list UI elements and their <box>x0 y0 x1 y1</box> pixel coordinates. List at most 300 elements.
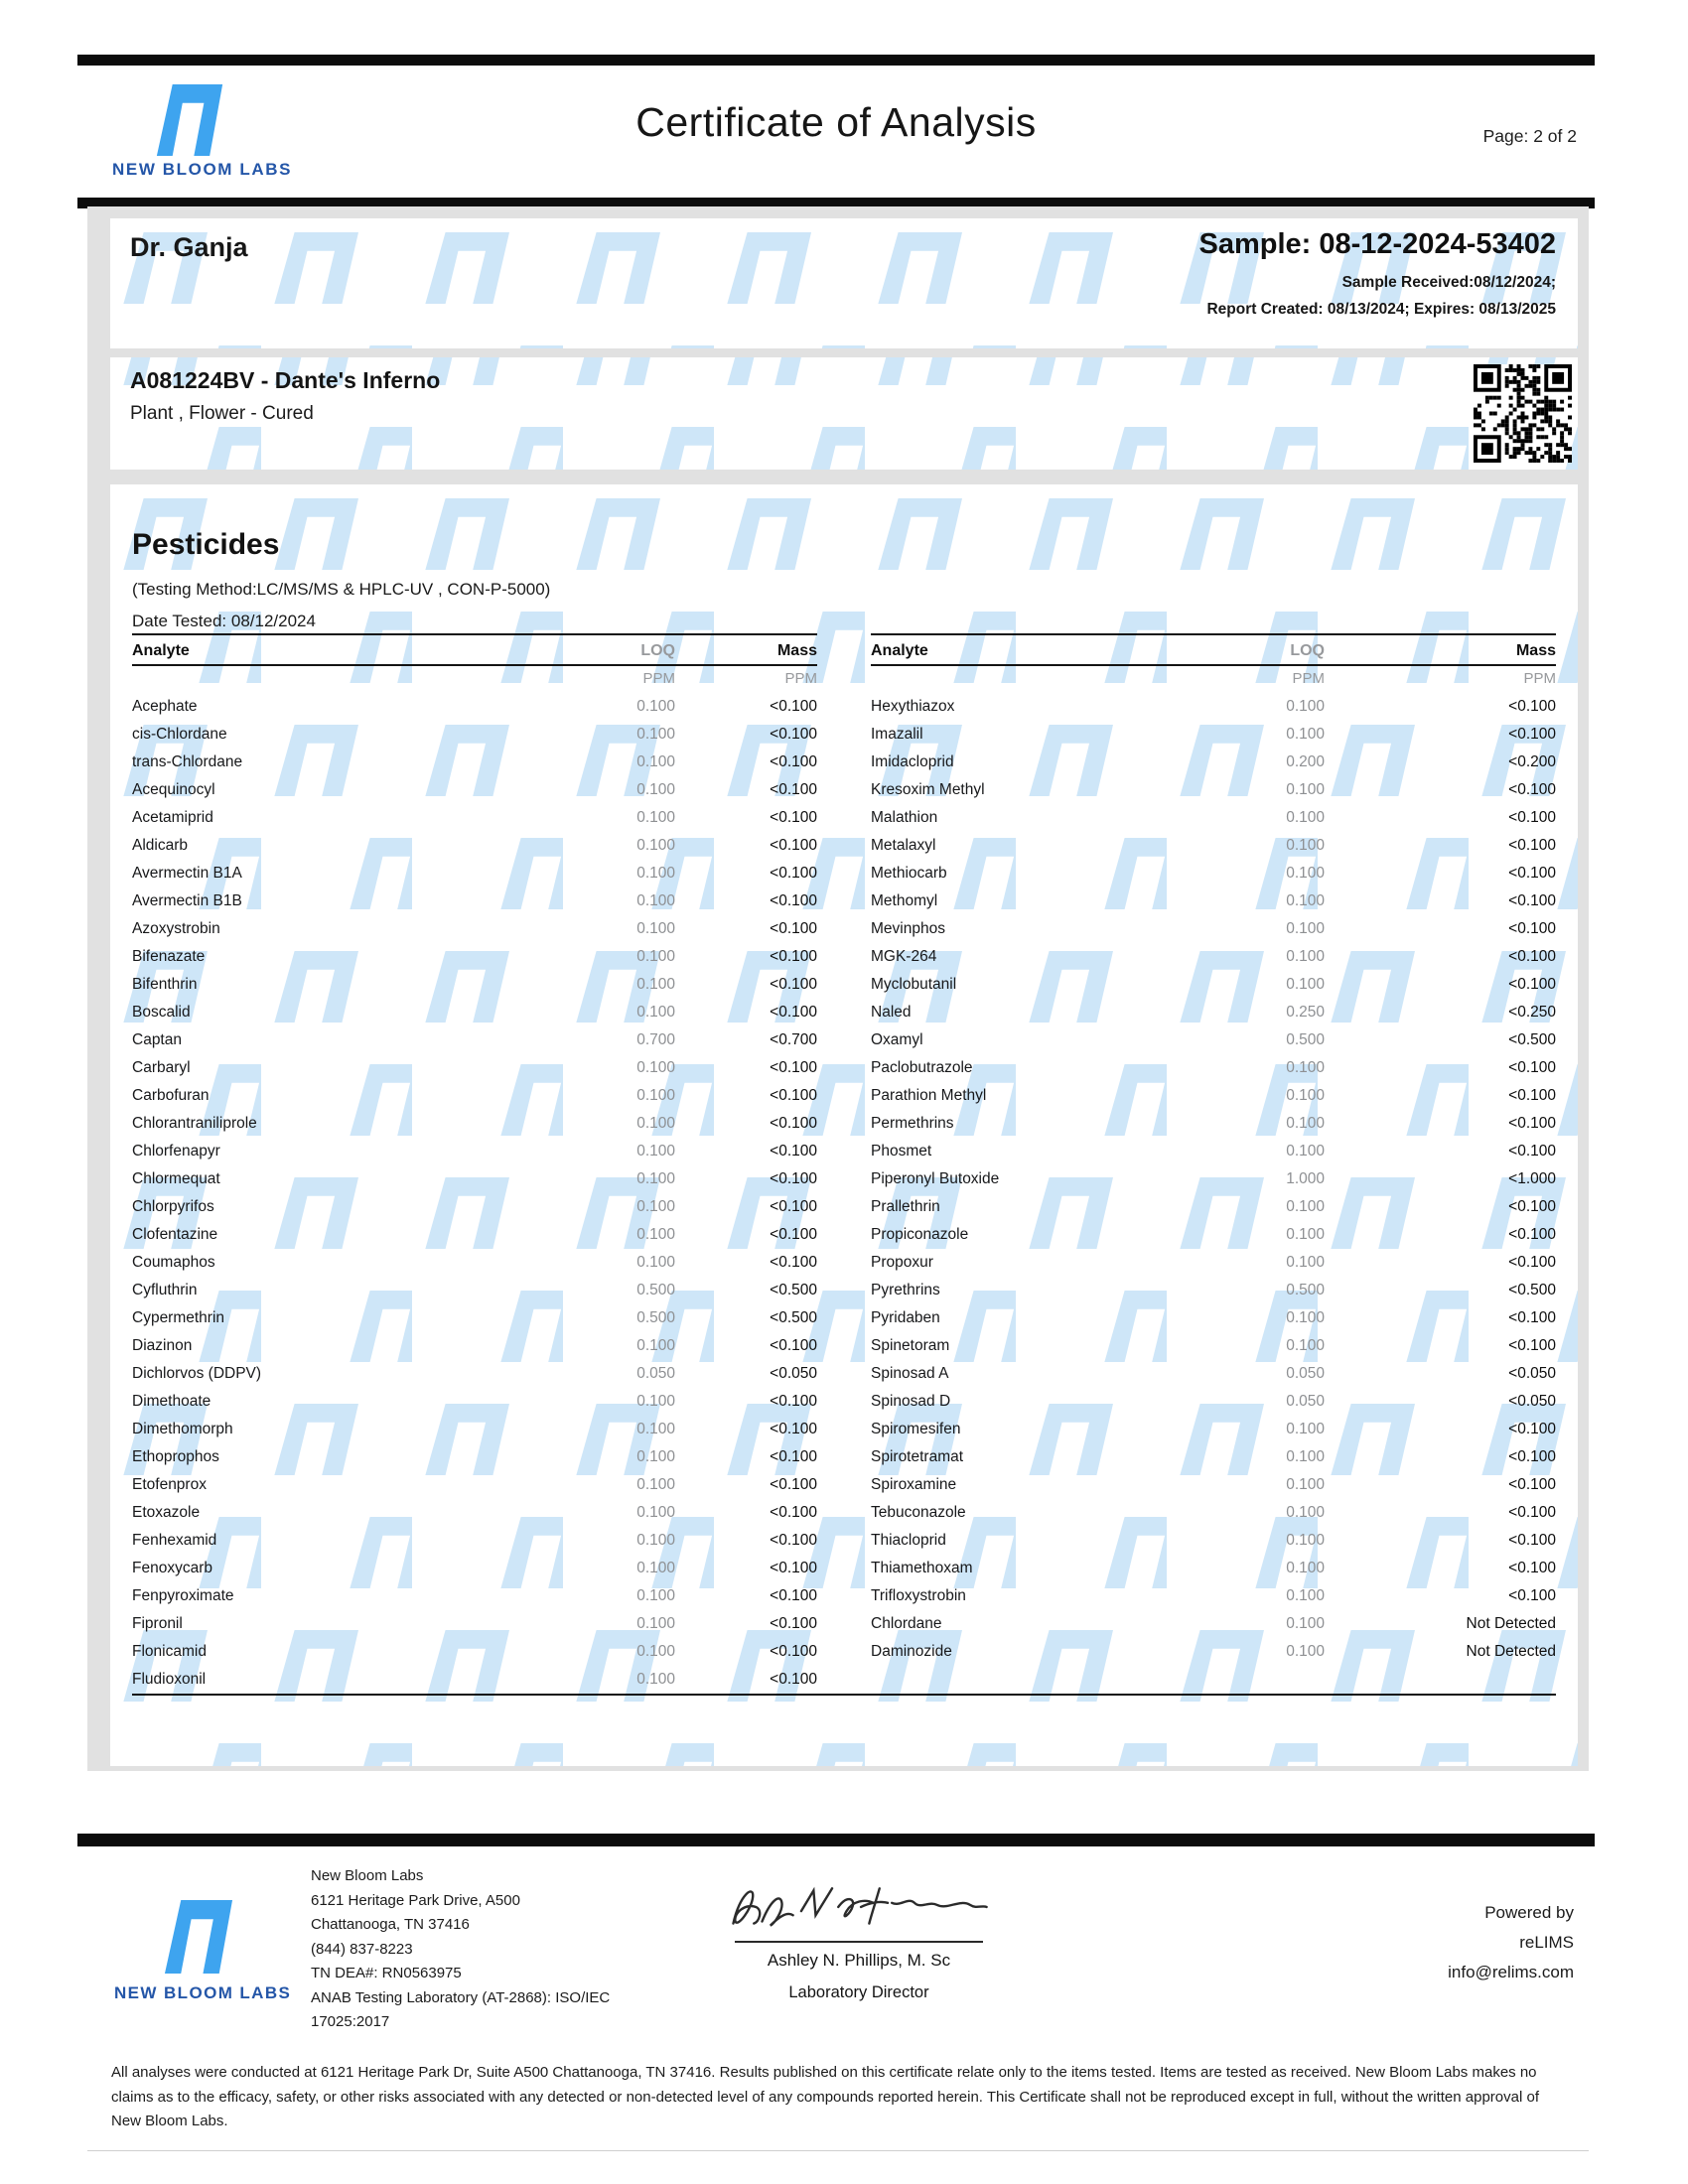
pesticide-row <box>132 1416 817 1443</box>
pesticide-row <box>132 749 817 776</box>
column-header-mass: Mass <box>776 642 817 659</box>
analyte-name: Daminozide <box>871 1643 952 1660</box>
lims-email: info@relims.com <box>1448 1963 1574 1981</box>
mass-value: <0.100 <box>1508 865 1556 882</box>
analyte-name: Flonicamid <box>132 1643 207 1660</box>
lims-name: reLIMS <box>1519 1933 1574 1952</box>
analyte-name: Coumaphos <box>132 1254 215 1271</box>
pesticide-row <box>132 693 817 721</box>
loq-value: 0.100 <box>1286 1615 1325 1632</box>
analyte-name: Oxamyl <box>871 1031 923 1048</box>
analyte-name: Prallethrin <box>871 1198 940 1215</box>
address-line: TN DEA#: RN0563975 <box>311 1965 462 1981</box>
analyte-name: Avermectin B1A <box>132 865 242 882</box>
pesticide-row <box>871 1360 1556 1388</box>
analyte-name: Fludioxonil <box>132 1671 207 1688</box>
pesticide-row <box>871 1527 1556 1555</box>
loq-value: 0.100 <box>1286 1087 1325 1104</box>
lab-address-block <box>311 1864 610 2035</box>
pesticide-row <box>132 1138 817 1165</box>
loq-value: 0.100 <box>636 1198 675 1215</box>
pesticides-results-card <box>110 484 1578 1766</box>
mass-value: <0.100 <box>770 726 817 743</box>
loq-value: 0.100 <box>636 1560 675 1576</box>
mass-value: <0.100 <box>1508 1309 1556 1326</box>
mass-value: <0.100 <box>1508 1337 1556 1354</box>
loq-value: 0.100 <box>636 1087 675 1104</box>
sample-received-date: Sample Received:08/12/2024; <box>1341 274 1556 291</box>
mass-value: <0.100 <box>770 1087 817 1104</box>
pesticide-row <box>132 832 817 860</box>
loq-value: 0.100 <box>636 865 675 882</box>
signatory-title: Laboratory Director <box>788 1983 929 2001</box>
analyte-name: Spirotetramat <box>871 1448 964 1465</box>
mass-value: <0.100 <box>770 1226 817 1243</box>
footer-logo-wordmark: NEW BLOOM LABS <box>114 1983 292 2002</box>
pesticide-row <box>132 1638 817 1666</box>
loq-value: 0.100 <box>1286 1532 1325 1549</box>
table-body <box>871 693 1556 1666</box>
analyte-name: Permethrins <box>871 1115 954 1132</box>
pesticide-row <box>132 1304 817 1332</box>
analyte-name: Diazinon <box>132 1337 193 1354</box>
column-header-analyte: Analyte <box>132 642 190 659</box>
loq-value: 0.250 <box>1286 1004 1325 1021</box>
section-title: Pesticides <box>132 528 280 561</box>
pesticide-row <box>871 999 1556 1026</box>
analyte-name: Paclobutrazole <box>871 1059 973 1076</box>
loq-value: 0.100 <box>1286 1337 1325 1354</box>
address-line: 17025:2017 <box>311 2013 390 2030</box>
mass-value: <0.100 <box>770 809 817 826</box>
mass-value: <0.050 <box>1508 1393 1556 1410</box>
mass-value: <0.100 <box>1508 1560 1556 1576</box>
mass-value: <0.100 <box>1508 892 1556 909</box>
pesticide-row <box>132 971 817 999</box>
loq-value: 0.100 <box>1286 1143 1325 1160</box>
analyte-name: Spiromesifen <box>871 1421 961 1437</box>
report-created-date: Report Created: 08/13/2024; Expires: 08/13/2025 <box>1206 301 1556 318</box>
mass-value: <0.100 <box>770 781 817 798</box>
analyte-name: Chlormequat <box>132 1170 220 1187</box>
loq-value: 0.100 <box>1286 920 1325 937</box>
mass-value: <0.100 <box>770 1004 817 1021</box>
pesticide-row <box>132 1082 817 1110</box>
unit-label: PPM <box>1523 670 1556 687</box>
mass-value: <0.100 <box>1508 948 1556 965</box>
mass-value: <0.100 <box>770 1476 817 1493</box>
pesticide-row <box>871 693 1556 721</box>
loq-value: 0.100 <box>1286 1254 1325 1271</box>
mass-value: <0.100 <box>770 1337 817 1354</box>
mass-value: <0.500 <box>770 1309 817 1326</box>
column-header-loq: LOQ <box>640 642 675 659</box>
mass-value: Not Detected <box>1466 1643 1556 1660</box>
mass-value: <0.100 <box>1508 698 1556 715</box>
loq-value: 0.100 <box>636 1587 675 1604</box>
loq-value: 0.100 <box>636 1004 675 1021</box>
pesticide-row <box>132 1360 817 1388</box>
mass-value: <0.100 <box>770 1448 817 1465</box>
loq-value: 0.100 <box>636 1643 675 1660</box>
mass-value: <0.100 <box>770 865 817 882</box>
pesticide-row <box>132 1388 817 1416</box>
pesticide-row <box>132 1527 817 1555</box>
analyte-name: Dimethoate <box>132 1393 211 1410</box>
pesticide-row <box>132 1277 817 1304</box>
analyte-name: Trifloxystrobin <box>871 1587 966 1604</box>
powered-by-block <box>1448 1898 1574 1987</box>
mass-value: <0.500 <box>1508 1031 1556 1048</box>
analyte-name: Captan <box>132 1031 182 1048</box>
pesticide-row <box>871 749 1556 776</box>
pesticide-row <box>132 1443 817 1471</box>
pesticide-row <box>132 943 817 971</box>
column-header-analyte: Analyte <box>871 642 928 659</box>
loq-value: 0.100 <box>636 698 675 715</box>
loq-value: 0.100 <box>1286 1226 1325 1243</box>
mass-value: <0.100 <box>770 1254 817 1271</box>
mass-value: <0.100 <box>1508 781 1556 798</box>
pesticide-row <box>871 971 1556 999</box>
unit-label: PPM <box>642 670 675 687</box>
loq-value: 0.100 <box>1286 948 1325 965</box>
loq-value: 0.100 <box>636 1393 675 1410</box>
pesticide-row <box>871 1416 1556 1443</box>
pesticide-row <box>871 1610 1556 1638</box>
mass-value: <0.100 <box>770 1115 817 1132</box>
mass-value: <0.100 <box>770 837 817 854</box>
mass-value: <0.100 <box>770 1504 817 1521</box>
analyte-name: Thiacloprid <box>871 1532 946 1549</box>
analyte-name: Hexythiazox <box>871 698 955 715</box>
loq-value: 0.100 <box>1286 1448 1325 1465</box>
loq-value: 0.100 <box>636 1532 675 1549</box>
pesticides-table-left <box>132 633 817 1694</box>
pesticide-row <box>871 915 1556 943</box>
analyte-name: Aldicarb <box>132 837 188 854</box>
page-title: Certificate of Analysis <box>635 99 1037 145</box>
analyte-name: Azoxystrobin <box>132 920 220 937</box>
mass-value: <0.700 <box>770 1031 817 1048</box>
loq-value: 0.050 <box>1286 1393 1325 1410</box>
signature-block <box>710 1880 1008 2002</box>
loq-value: 0.100 <box>1286 1421 1325 1437</box>
analyte-name: Ethoprophos <box>132 1448 219 1465</box>
unit-label: PPM <box>1292 670 1325 687</box>
loq-value: 0.100 <box>1286 1560 1325 1576</box>
analyte-name: trans-Chlordane <box>132 753 243 770</box>
loq-value: 0.100 <box>1286 698 1325 715</box>
loq-value: 0.700 <box>636 1031 675 1048</box>
pesticide-row <box>871 1277 1556 1304</box>
pesticide-row <box>132 1666 817 1694</box>
analyte-name: Etofenprox <box>132 1476 207 1493</box>
loq-value: 0.100 <box>1286 1643 1325 1660</box>
loq-value: 0.100 <box>1286 1059 1325 1076</box>
analyte-name: Clofentazine <box>132 1226 218 1243</box>
logo-wordmark: NEW BLOOM LABS <box>112 160 293 179</box>
loq-value: 0.100 <box>1286 1309 1325 1326</box>
loq-value: 0.500 <box>1286 1282 1325 1298</box>
analyte-name: Kresoxim Methyl <box>871 781 985 798</box>
loq-value: 0.100 <box>1286 865 1325 882</box>
mass-value: <0.100 <box>770 1170 817 1187</box>
analyte-name: Acephate <box>132 698 198 715</box>
page-number: Page: 2 of 2 <box>1482 126 1577 146</box>
analyte-name: Naled <box>871 1004 912 1021</box>
mass-value: <0.100 <box>770 892 817 909</box>
mass-value: <0.100 <box>770 1059 817 1076</box>
pesticide-row <box>871 1082 1556 1110</box>
date-tested: Date Tested: 08/12/2024 <box>132 612 316 630</box>
analyte-name: Fenhexamid <box>132 1532 217 1549</box>
mass-value: <0.100 <box>1508 1226 1556 1243</box>
analyte-name: Cyfluthrin <box>132 1282 198 1298</box>
mass-value: Not Detected <box>1466 1615 1556 1632</box>
loq-value: 0.200 <box>1286 753 1325 770</box>
loq-value: 0.500 <box>636 1282 675 1298</box>
mass-value: <0.100 <box>770 1615 817 1632</box>
analyte-name: Piperonyl Butoxide <box>871 1170 1000 1187</box>
analyte-name: Thiamethoxam <box>871 1560 973 1576</box>
analyte-name: Chlordane <box>871 1615 942 1632</box>
signature-image <box>725 1880 993 1936</box>
mass-value: <0.100 <box>1508 837 1556 854</box>
qr-code <box>1474 364 1572 463</box>
pesticide-row <box>132 887 817 915</box>
address-line: (844) 837-8223 <box>311 1940 413 1958</box>
mass-value: <0.100 <box>770 948 817 965</box>
mass-value: <0.050 <box>1508 1365 1556 1382</box>
pesticide-row <box>871 1110 1556 1138</box>
loq-value: 0.100 <box>636 781 675 798</box>
pesticide-row <box>871 1443 1556 1471</box>
loq-value: 0.100 <box>636 1615 675 1632</box>
loq-value: 0.100 <box>1286 892 1325 909</box>
pesticide-row <box>871 1304 1556 1332</box>
loq-value: 0.100 <box>636 1254 675 1271</box>
pesticide-row <box>871 1582 1556 1610</box>
mass-value: <0.200 <box>1508 753 1556 770</box>
pesticide-row <box>871 832 1556 860</box>
analyte-name: Pyrethrins <box>871 1282 940 1298</box>
pesticide-row <box>871 1193 1556 1221</box>
analyte-name: Fenpyroximate <box>132 1587 234 1604</box>
sample-id: Sample: 08-12-2024-53402 <box>1198 228 1556 260</box>
loq-value: 0.500 <box>1286 1031 1325 1048</box>
analyte-name: Spiroxamine <box>871 1476 957 1493</box>
pesticide-row <box>871 1471 1556 1499</box>
loq-value: 0.100 <box>636 1226 675 1243</box>
analyte-name: Methiocarb <box>871 865 947 882</box>
mass-value: <0.100 <box>770 1587 817 1604</box>
table-units-row <box>132 666 817 693</box>
analyte-name: Spinosad A <box>871 1365 949 1382</box>
pesticide-row <box>132 804 817 832</box>
mass-value: <0.500 <box>770 1282 817 1298</box>
pesticide-row <box>132 1471 817 1499</box>
mass-value: <0.100 <box>1508 1059 1556 1076</box>
loq-value: 0.100 <box>1286 781 1325 798</box>
table-header-row <box>871 635 1556 664</box>
table-header-row <box>132 635 817 664</box>
mass-value: <0.100 <box>770 1643 817 1660</box>
analyte-name: Propoxur <box>871 1254 933 1271</box>
analyte-name: Chlorpyrifos <box>132 1198 214 1215</box>
footer-bar <box>77 1834 1595 1846</box>
disclaimer-text: All analyses were conducted at 6121 Heritage Park Dr, Suite A500 Chattanooga, TN 37416. Results published on this certificate relate only to the items tested. Items are tested as received. New Bloom Labs makes no claims as to the efficacy, safety, or other risks associated with any detected or non-detected level of any compounds reported herein. This Certificate shall not be reproduced except in full, without the written approval of New Bloom Labs. <box>111 2064 1539 2129</box>
powered-by-label: Powered by <box>1484 1903 1574 1922</box>
pesticide-row <box>132 1582 817 1610</box>
pesticide-row <box>871 1555 1556 1582</box>
analyte-name: Spinosad D <box>871 1393 951 1410</box>
mass-value: <0.100 <box>1508 1448 1556 1465</box>
loq-value: 0.050 <box>1286 1365 1325 1382</box>
loq-value: 0.100 <box>1286 809 1325 826</box>
analyte-name: Spinetoram <box>871 1337 950 1354</box>
mass-value: <0.050 <box>770 1365 817 1382</box>
pesticide-row <box>871 1638 1556 1666</box>
sample-matrix: Plant , Flower - Cured <box>130 403 314 424</box>
pesticide-row <box>871 1388 1556 1416</box>
mass-value: <0.100 <box>1508 976 1556 993</box>
analyte-name: Dimethomorph <box>132 1421 233 1437</box>
mass-value: <0.100 <box>770 1198 817 1215</box>
pesticide-row <box>132 1110 817 1138</box>
loq-value: 0.100 <box>1286 1115 1325 1132</box>
analyte-name: Dichlorvos (DDPV) <box>132 1365 262 1382</box>
pesticide-row <box>132 1332 817 1360</box>
mass-value: <0.100 <box>770 1143 817 1160</box>
pesticide-row <box>132 915 817 943</box>
mass-value: <0.100 <box>770 1393 817 1410</box>
pesticide-row <box>871 1138 1556 1165</box>
mass-value: <0.100 <box>770 1671 817 1688</box>
loq-value: 0.100 <box>636 976 675 993</box>
pesticide-row <box>871 887 1556 915</box>
address-line: Chattanooga, TN 37416 <box>311 1916 470 1933</box>
address-line: ANAB Testing Laboratory (AT-2868): ISO/IEC <box>311 1988 611 2006</box>
unit-label: PPM <box>784 670 817 687</box>
pesticide-row <box>871 1165 1556 1193</box>
loq-value: 0.100 <box>636 892 675 909</box>
analyte-name: Metalaxyl <box>871 837 936 854</box>
loq-value: 0.100 <box>636 1671 675 1688</box>
footer-rule <box>87 2150 1589 2151</box>
mass-value: <0.100 <box>1508 1504 1556 1521</box>
loq-value: 0.100 <box>636 1115 675 1132</box>
analyte-name: Propiconazole <box>871 1226 969 1243</box>
column-header-loq: LOQ <box>1290 642 1325 659</box>
client-info-card <box>110 218 1578 348</box>
analyte-name: Imazalil <box>871 726 923 743</box>
analyte-name: Cypermethrin <box>132 1309 225 1326</box>
mass-value: <0.100 <box>1508 1143 1556 1160</box>
loq-value: 0.100 <box>636 1337 675 1354</box>
analyte-name: Avermectin B1B <box>132 892 242 909</box>
loq-value: 0.100 <box>1286 1587 1325 1604</box>
pesticide-row <box>132 1610 817 1638</box>
analyte-name: Myclobutanil <box>871 976 957 993</box>
pesticide-row <box>132 1026 817 1054</box>
analyte-name: Chlorantraniliprole <box>132 1115 257 1132</box>
table-units-row <box>871 666 1556 693</box>
mass-value: <0.100 <box>770 1421 817 1437</box>
analyte-name: Bifenazate <box>132 948 206 965</box>
loq-value: 0.100 <box>636 1448 675 1465</box>
mass-value: <0.100 <box>770 753 817 770</box>
analyte-name: Etoxazole <box>132 1504 201 1521</box>
loq-value: 0.100 <box>636 920 675 937</box>
analyte-name: Chlorfenapyr <box>132 1143 220 1160</box>
mass-value: <0.100 <box>1508 1115 1556 1132</box>
pesticide-row <box>871 776 1556 804</box>
column-header-mass: Mass <box>1515 642 1556 659</box>
analyte-name: Parathion Methyl <box>871 1087 987 1104</box>
loq-value: 0.100 <box>636 948 675 965</box>
analyte-name: Acetamiprid <box>132 809 213 826</box>
mass-value: <0.100 <box>1508 809 1556 826</box>
analyte-name: Tebuconazole <box>871 1504 966 1521</box>
analyte-name: Boscalid <box>132 1004 191 1021</box>
pesticide-row <box>132 1499 817 1527</box>
batch-name: A081224BV - Dante's Inferno <box>130 367 441 393</box>
mass-value: <0.100 <box>1508 1087 1556 1104</box>
loq-value: 0.100 <box>636 726 675 743</box>
loq-value: 0.100 <box>1286 1476 1325 1493</box>
analyte-name: Mevinphos <box>871 920 945 937</box>
pesticide-row <box>132 1165 817 1193</box>
analyte-name: Pyridaben <box>871 1309 940 1326</box>
table-body <box>132 693 817 1694</box>
pesticide-row <box>871 943 1556 971</box>
pesticide-row <box>871 1249 1556 1277</box>
mass-value: <0.100 <box>1508 1532 1556 1549</box>
pesticide-row <box>132 1249 817 1277</box>
pesticide-row <box>871 1499 1556 1527</box>
pesticide-row <box>871 804 1556 832</box>
mass-value: <0.100 <box>770 1532 817 1549</box>
pesticide-row <box>871 1221 1556 1249</box>
analyte-name: Acequinocyl <box>132 781 215 798</box>
mass-value: <0.100 <box>1508 1476 1556 1493</box>
loq-value: 0.100 <box>636 1143 675 1160</box>
client-name: Dr. Ganja <box>130 232 248 262</box>
mass-value: <1.000 <box>1508 1170 1556 1187</box>
pesticide-row <box>132 1054 817 1082</box>
pesticide-row <box>132 721 817 749</box>
loq-value: 0.100 <box>636 1504 675 1521</box>
signature-line <box>735 1941 983 1943</box>
loq-value: 0.100 <box>636 1170 675 1187</box>
pesticide-row <box>132 1221 817 1249</box>
mass-value: <0.100 <box>1508 726 1556 743</box>
analyte-name: cis-Chlordane <box>132 726 227 743</box>
footer-logo-icon <box>135 1900 262 1979</box>
loq-value: 0.100 <box>636 1421 675 1437</box>
mass-value: <0.100 <box>1508 1254 1556 1271</box>
pesticide-row <box>132 1555 817 1582</box>
mass-value: <0.100 <box>770 976 817 993</box>
address-line: 6121 Heritage Park Drive, A500 <box>311 1891 520 1909</box>
pesticides-table-right <box>871 633 1556 1666</box>
loq-value: 0.500 <box>636 1309 675 1326</box>
pesticide-row <box>871 1332 1556 1360</box>
top-black-bar <box>77 55 1595 66</box>
signatory-name: Ashley N. Phillips, M. Sc <box>767 1951 951 1970</box>
mass-value: <0.250 <box>1508 1004 1556 1021</box>
